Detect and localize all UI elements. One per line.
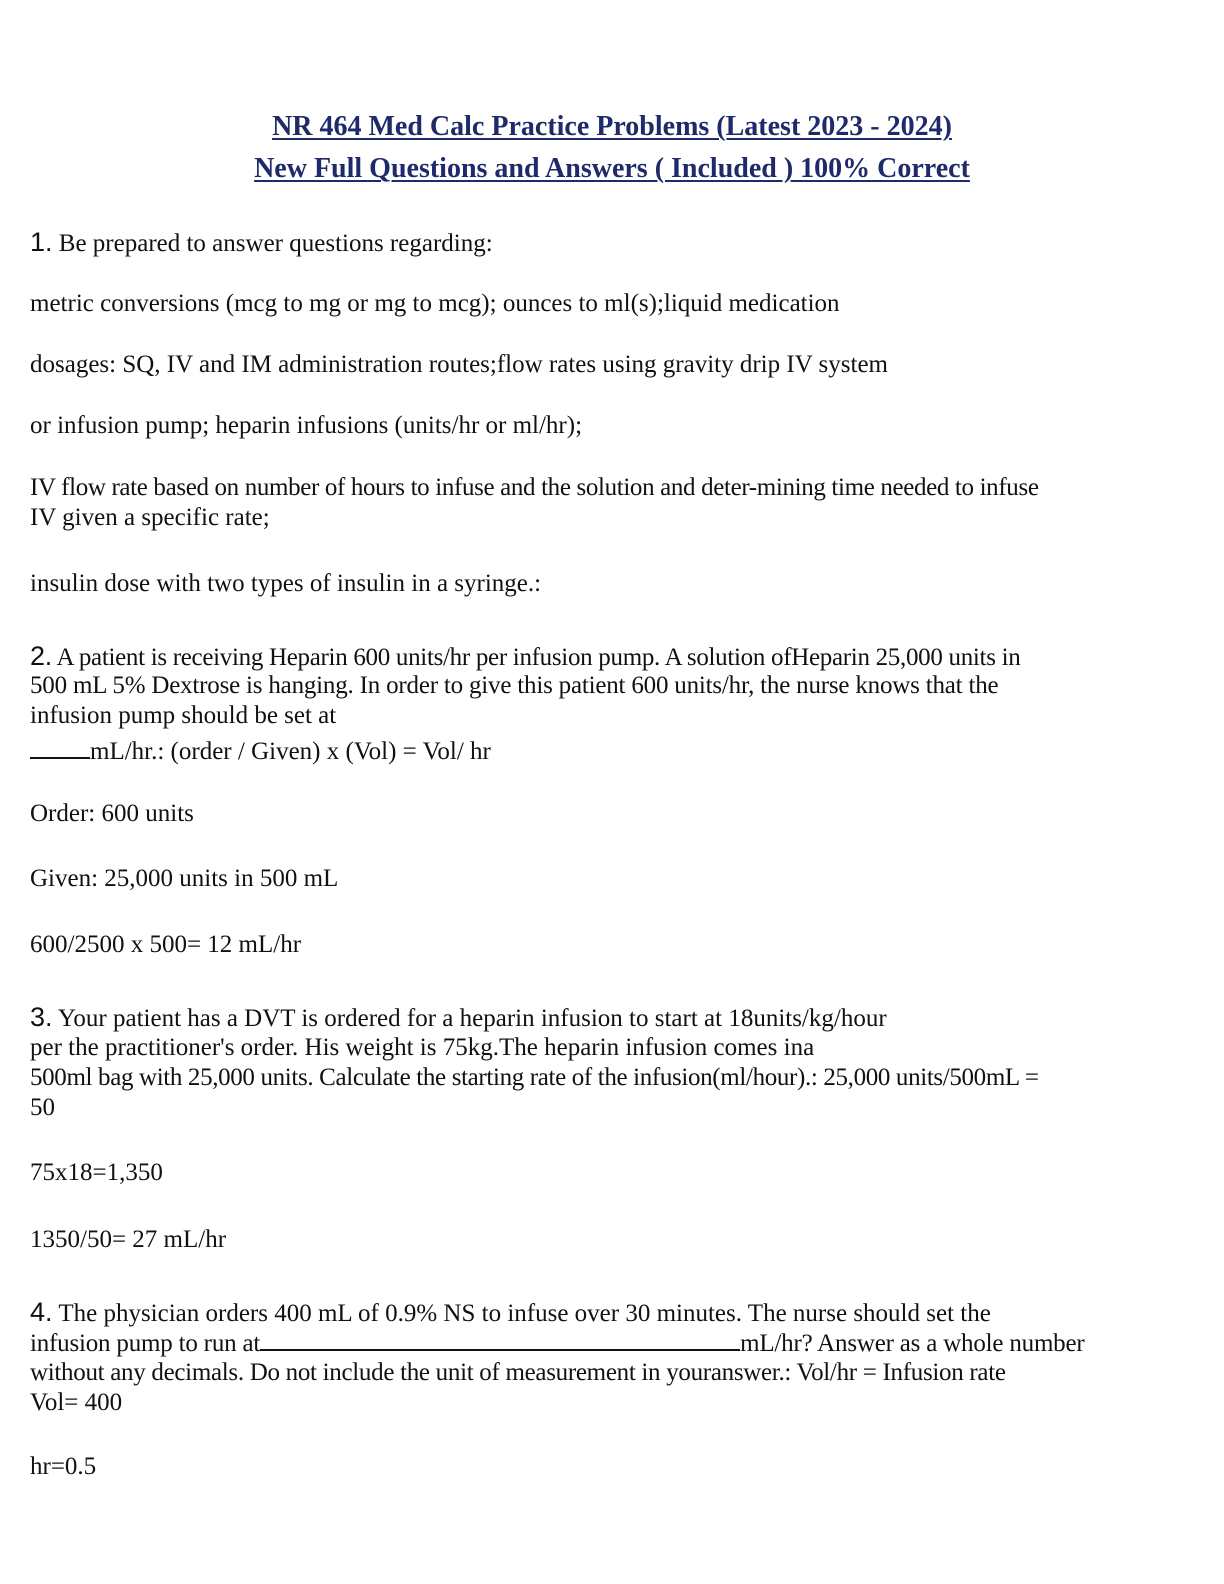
- question-4-line-2-end: mL/hr? Answer as a whole number: [740, 1330, 1085, 1357]
- question-3-number: 3.: [30, 1002, 53, 1032]
- document-title-line-2: New Full Questions and Answers ( Included ) 100% Correct: [254, 153, 970, 184]
- question-1-line-3: or infusion pump; heparin infusions (units/hr or ml/hr);: [30, 412, 583, 439]
- question-2-number: 2.: [30, 641, 52, 671]
- question-3-line-4: 50: [30, 1094, 55, 1121]
- question-1-number: 1.: [30, 227, 53, 257]
- question-1-line-6: insulin dose with two types of insulin in a syringe.:: [30, 570, 542, 597]
- question-4-line-2: [30, 1327, 1085, 1359]
- question-2-given: Given: 25,000 units in 500 mL: [30, 865, 339, 892]
- question-4-line-1: [30, 1297, 991, 1329]
- answer-blank: [30, 735, 90, 759]
- question-4-line-1-text: The physician orders 400 mL of 0.9% NS to infuse over 30 minutes. The nurse should set the: [52, 1300, 991, 1327]
- question-2-formula: mL/hr.: (order / Given) x (Vol) = Vol/ hr: [90, 738, 491, 765]
- question-2-order: Order: 600 units: [30, 800, 194, 827]
- question-3-calculation-1: 75x18=1,350: [30, 1159, 163, 1186]
- question-2-line-1: [30, 641, 1020, 673]
- question-2-line-4: [30, 735, 491, 767]
- document-title-line-1: NR 464 Med Calc Practice Problems (Latest 2023 - 2024): [272, 111, 952, 142]
- question-1-line-1: metric conversions (mcg to mg or mg to mcg); ounces to ml(s);liquid medication: [30, 290, 840, 317]
- question-2-line-3: infusion pump should be set at: [30, 702, 337, 729]
- question-1-intro-text: Be prepared to answer questions regarding:: [52, 230, 493, 257]
- question-3-line-3: 500ml bag with 25,000 units. Calculate the starting rate of the infusion(ml/hour).: 25,000 units/500mL =: [30, 1064, 1039, 1091]
- question-4-line-3: without any decimals. Do not include the unit of measurement in youranswer.: Vol/hr = Infusion rate: [30, 1359, 1006, 1386]
- question-2-calculation: 600/2500 x 500= 12 mL/hr: [30, 931, 302, 958]
- question-2-line-2: 500 mL 5% Dextrose is hanging. In order to give this patient 600 units/hr, the nurse knows that the: [30, 672, 999, 699]
- question-3-line-1: [30, 1002, 887, 1034]
- question-4-number: 4.: [30, 1297, 53, 1327]
- question-4-hours: hr=0.5: [30, 1453, 97, 1480]
- question-3-calculation-2: 1350/50= 27 mL/hr: [30, 1226, 227, 1253]
- question-1-line-5: IV given a specific rate;: [30, 504, 270, 531]
- question-3-line-1-text: Your patient has a DVT is ordered for a heparin infusion to start at 18units/kg/hour: [52, 1005, 887, 1032]
- question-4-line-2-start: infusion pump to run at: [30, 1330, 261, 1357]
- question-1-intro: [30, 227, 493, 259]
- question-1-line-4: IV flow rate based on number of hours to infuse and the solution and deter-mining time needed to infuse: [30, 474, 1039, 501]
- question-2-line-1-text: A patient is receiving Heparin 600 units/hr per infusion pump. A solution ofHeparin 25,000 units in: [51, 644, 1021, 671]
- question-1-line-2: dosages: SQ, IV and IM administration routes;flow rates using gravity drip IV system: [30, 351, 888, 378]
- question-3-line-2: per the practitioner's order. His weight is 75kg.The heparin infusion comes ina: [30, 1034, 815, 1061]
- question-4-line-4: Vol= 400: [30, 1389, 123, 1416]
- answer-blank: [260, 1327, 740, 1351]
